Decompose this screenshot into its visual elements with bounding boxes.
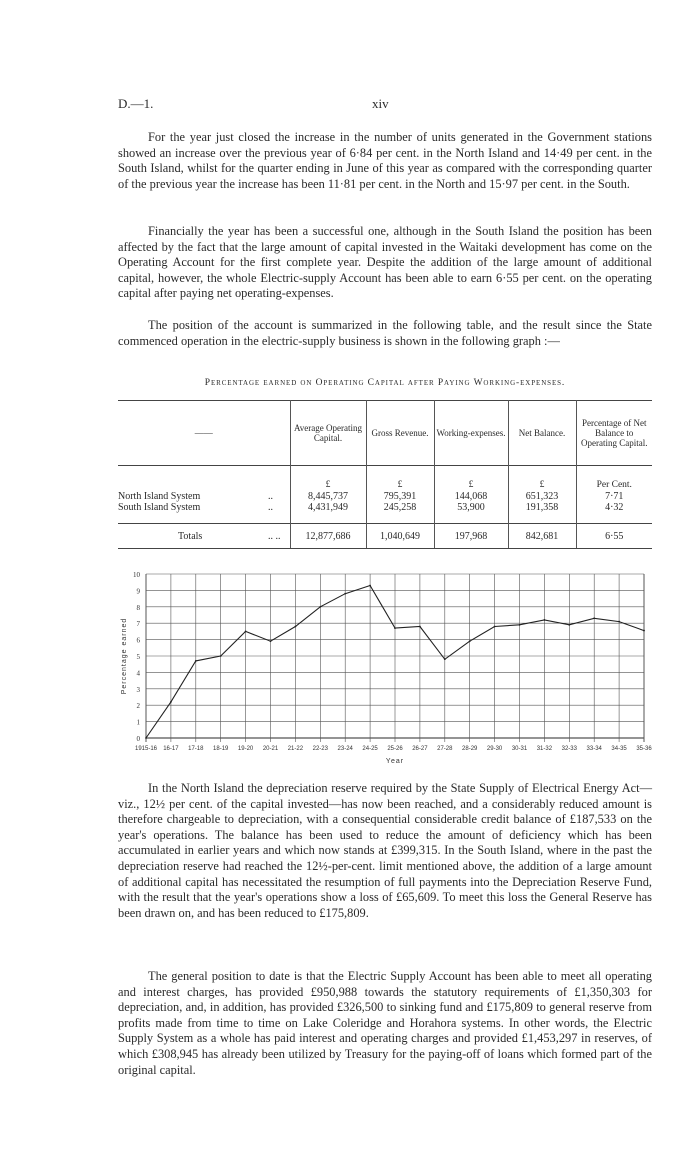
y-tick-label: 1 bbox=[136, 718, 140, 727]
unit-balance: £ bbox=[508, 466, 576, 492]
cell-balance: 651,323 bbox=[508, 491, 576, 502]
cell-percentage: 7·71 bbox=[576, 491, 652, 502]
row-dots: .. bbox=[268, 491, 273, 502]
capital-summary-table bbox=[118, 400, 652, 549]
data-point bbox=[394, 627, 396, 629]
data-point bbox=[593, 617, 595, 619]
unit-capital: £ bbox=[290, 466, 366, 492]
paragraph-depreciation: In the North Island the depreciation reserve required by the State Supply of Electrical Energy Act—viz., 12½ per cent. of the capital invested—has now been reached, and a considerably reduced amount is therefore chargeable to depreciation, with a consequential considerable credit balance of £187,533 on the year's operations. The balance has been used to reduce the amount of deficiency which has been accumulated in earlier years and which now stands at £399,315. In the South Island, where in the past the depreciation reserve had reached the 12½-per-cent. limit mentioned above, the addition of a large amount of additional capital has necessitated the resumption of full payments into the Depreciation Reserve Fund, with the result that the year's operations show a loss of £65,609. To meet this loss the General Reserve has been drawn on, and has been reduced to £175,809. bbox=[118, 781, 652, 920]
table-caption: Percentage earned on Operating Capital after Paying Working-expenses. bbox=[204, 378, 566, 388]
x-tick-label: 20-21 bbox=[262, 746, 279, 752]
paragraph-financial-year: Financially the year has been a successful one, although in the South Island the position has been affected by the fact that the large amount of capital invested in the Waitaki development has come on the Operating Account for the first complete year. Despite the addition of the large amount of additional capital, however, the whole Electric-supply Account has been able to earn 6·55 per cent. on the operating capital after paying net operating-expenses. bbox=[118, 224, 652, 301]
totals-row bbox=[118, 524, 652, 549]
x-tick-label: 32-33 bbox=[561, 746, 577, 752]
unit-expenses: £ bbox=[434, 466, 508, 492]
x-tick-label: 17-18 bbox=[188, 746, 204, 752]
paragraph-units-generated: For the year just closed the increase in the number of units generated in the Government stations showed an increase over the previous year of 6·84 per cent. in the North Island and 14·49 per cent. in the South Island, whilst for the quarter ending in June of this year as compared with the corresponding quarter of the previous year the increase has been 11·81 per cent. in the North and 15·97 per cent. in the South. bbox=[118, 130, 652, 191]
y-tick-label: 3 bbox=[136, 685, 140, 694]
y-tick-label: 2 bbox=[136, 702, 140, 711]
totals-dots: .. .. bbox=[268, 524, 290, 549]
y-axis-label: Percentage earned bbox=[121, 617, 128, 695]
x-tick-label: 30-31 bbox=[511, 746, 528, 752]
x-tick-label: 28-29 bbox=[462, 746, 478, 752]
header-expenses: Working-expenses. bbox=[434, 401, 508, 466]
data-point bbox=[295, 626, 297, 628]
cell-expenses: 144,068 bbox=[434, 491, 508, 502]
y-tick-label: 7 bbox=[136, 620, 140, 629]
x-tick-label: 27-28 bbox=[437, 746, 453, 752]
page-number: xiv bbox=[372, 96, 389, 111]
data-point bbox=[245, 631, 247, 633]
data-point bbox=[344, 593, 346, 595]
table-header-row bbox=[118, 401, 652, 466]
y-tick-label: 6 bbox=[136, 636, 140, 645]
header-percentage: Percentage of Net Balance to Operating Capital. bbox=[576, 401, 652, 466]
cell-balance: 191,358 bbox=[508, 502, 576, 513]
data-point bbox=[469, 640, 471, 642]
cell-percentage: 4·32 bbox=[576, 502, 652, 513]
row-label: North Island System bbox=[118, 491, 201, 502]
data-point bbox=[618, 621, 620, 623]
x-tick-label: 25-26 bbox=[387, 746, 403, 752]
chart-svg bbox=[116, 566, 656, 766]
unit-percentage: Per Cent. bbox=[576, 466, 652, 492]
data-point bbox=[195, 660, 197, 662]
x-tick-label: 22-23 bbox=[312, 746, 328, 752]
total-percentage: 6·55 bbox=[576, 524, 652, 549]
y-tick-label: 0 bbox=[136, 735, 140, 743]
cell-capital: 4,431,949 bbox=[290, 502, 366, 513]
header-revenue: Gross Revenue. bbox=[366, 401, 434, 466]
table-row bbox=[118, 491, 652, 502]
data-point bbox=[319, 606, 321, 608]
x-tick-label: 24-25 bbox=[362, 746, 378, 752]
y-tick-label: 8 bbox=[136, 603, 140, 612]
paragraph-general-position: The general position to date is that the Electric Supply Account has been able to meet all operating and interest charges, has provided £950,988 towards the statutory requirements of £1,350,303 for depreciation, and, in addition, has provided £326,500 to sinking fund and £175,809 to general reserve from profits made from time to time on Lake Coleridge and Horahora systems. In other words, the Electric Supply System as a whole has paid interest and operating charges and provided £1,453,297 in reserves, of which £308,945 has already been utilized by Treasury for the paying-off of loans which formed part of the original capital. bbox=[118, 969, 652, 1077]
x-tick-label: 35-36 bbox=[636, 746, 652, 752]
data-point bbox=[170, 701, 172, 703]
page-header bbox=[118, 96, 652, 114]
total-balance: 842,681 bbox=[508, 524, 576, 549]
x-tick-label: 18-19 bbox=[213, 746, 229, 752]
cell-capital: 8,445,737 bbox=[290, 491, 366, 502]
x-tick-label: 31-32 bbox=[536, 746, 553, 752]
percentage-earned-chart bbox=[116, 566, 656, 766]
y-tick-label: 10 bbox=[133, 571, 140, 579]
x-axis-label: Year bbox=[385, 758, 405, 765]
x-tick-label: 23-24 bbox=[337, 746, 353, 752]
data-point bbox=[270, 640, 272, 642]
header-blank: —— bbox=[194, 428, 213, 438]
data-point bbox=[369, 585, 371, 587]
table-row bbox=[118, 502, 652, 513]
cell-expenses: 53,900 bbox=[434, 502, 508, 513]
x-tick-label: 16-17 bbox=[163, 746, 179, 752]
x-tick-label: 19-20 bbox=[237, 746, 254, 752]
y-tick-label: 4 bbox=[136, 669, 140, 678]
y-tick-label: 9 bbox=[136, 587, 140, 596]
units-row bbox=[118, 466, 652, 492]
paragraph-summary-intro: The position of the account is summarized in the following table, and the result since the State commenced operation in the electric-supply business is shown in the following graph :— bbox=[118, 318, 652, 348]
header-balance: Net Balance. bbox=[508, 401, 576, 466]
data-point bbox=[145, 737, 147, 739]
header-capital: Average Operating Capital. bbox=[290, 401, 366, 466]
x-tick-label: 34-35 bbox=[611, 746, 627, 752]
totals-label: Totals bbox=[118, 524, 268, 549]
data-point bbox=[494, 626, 496, 628]
x-tick-label: 26-27 bbox=[412, 746, 428, 752]
total-revenue: 1,040,649 bbox=[366, 524, 434, 549]
data-point bbox=[419, 626, 421, 628]
row-label: South Island System bbox=[118, 502, 201, 513]
data-point bbox=[643, 630, 645, 632]
document-code: D.—1. bbox=[118, 96, 154, 111]
data-point bbox=[220, 655, 222, 657]
x-tick-label: 33-34 bbox=[586, 746, 602, 752]
x-tick-label: 29-30 bbox=[486, 746, 503, 752]
total-capital: 12,877,686 bbox=[290, 524, 366, 549]
data-point bbox=[519, 624, 521, 626]
data-point bbox=[544, 619, 546, 621]
cell-revenue: 795,391 bbox=[366, 491, 434, 502]
total-expenses: 197,968 bbox=[434, 524, 508, 549]
y-tick-label: 5 bbox=[136, 653, 140, 661]
x-tick-label: 21-22 bbox=[287, 746, 304, 752]
data-point bbox=[444, 658, 446, 660]
spacer-row bbox=[118, 513, 652, 524]
row-dots: .. bbox=[268, 502, 273, 513]
data-point bbox=[568, 624, 570, 626]
unit-revenue: £ bbox=[366, 466, 434, 492]
cell-revenue: 245,258 bbox=[366, 502, 434, 513]
x-tick-label: 1915-16 bbox=[134, 746, 158, 752]
